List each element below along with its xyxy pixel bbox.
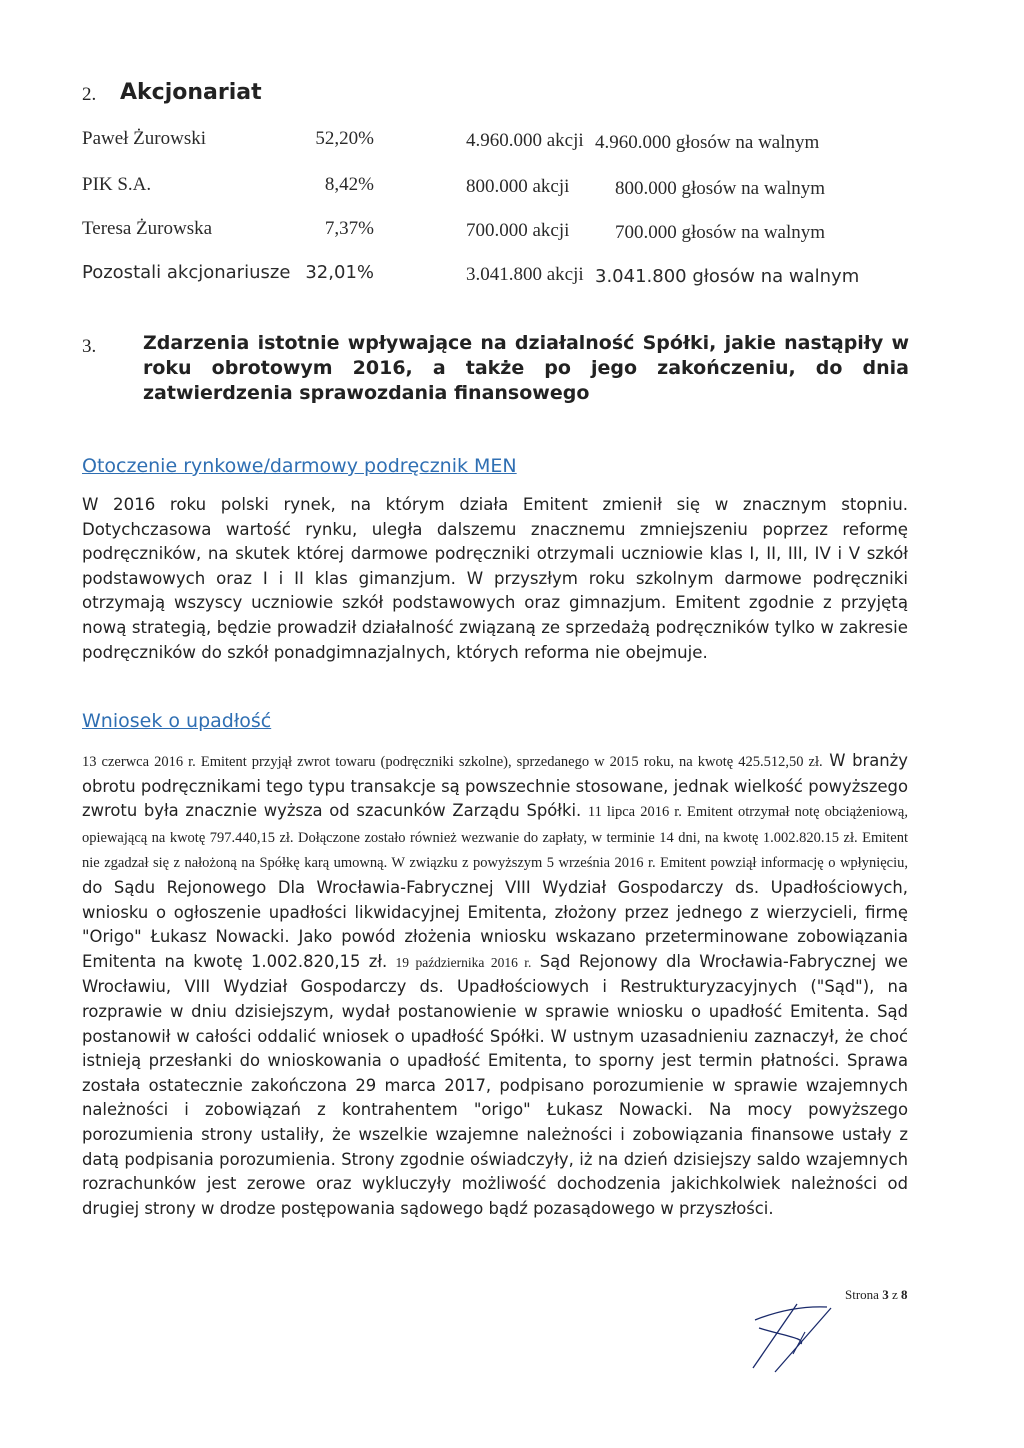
shareholder-shares: 800.000 akcji: [466, 176, 570, 197]
shareholder-name: Paweł Żurowski: [82, 128, 207, 149]
section-title: Zdarzenia istotnie wpływające na działalność Spółki, jakie nastąpiły w roku obrotowym 2016, a także po jego zakończeniu, do dnia zatwierdzenia sprawozdania finansowego: [143, 332, 909, 404]
text-run: do Sądu Rejonowego Dla Wrocławia-Fabrycznej VIII Wydział Gospodarczy ds. Upadłościowych, wniosku o ogłoszenie upadłości likwidacyjnej Emitenta, złożony przez jednego z wierzycieli, firmę "Origo" Łukasz Nowacki. Jako powód złożenia wniosku wskazano przeterminowane zobowiązania Emitenta na kwotę 1.002.820,15 zł.: [82, 877, 908, 971]
signature-icon: [735, 1292, 845, 1382]
current-page: 3: [882, 1287, 889, 1302]
page-number: [845, 1287, 907, 1303]
section-number: 2.: [82, 84, 97, 105]
shareholder-votes: 3.041.800 głosów na walnym: [595, 266, 860, 287]
shareholder-name: PIK S.A.: [82, 174, 152, 195]
shareholder-name: Teresa Żurowska: [82, 218, 213, 239]
page-sep: z: [891, 1287, 898, 1302]
text-run: W branży obrotu podręcznikami tego typu transakcje są powszechnie stosowane, jednak wielkość powyższego zwrotu była znacznie wyższa od szacunków Zarządu Spółki.: [82, 751, 908, 821]
shareholder-votes: 800.000 głosów na walnym: [615, 178, 826, 199]
shareholder-percent: 7,37%: [324, 218, 374, 239]
paragraph: [82, 749, 908, 1221]
shareholder-name: Pozostali akcjonariusze: [82, 262, 291, 283]
shareholder-shares: 4.960.000 akcji: [466, 130, 584, 151]
page-prefix: Strona: [845, 1287, 879, 1302]
text-run: 13 czerwca 2016 r. Emitent przyjął zwrot towaru (podręczniki szkolne), sprzedanego w 2015 roku, na kwotę 425.512,50 zł.: [82, 754, 823, 770]
subsection-heading: Wniosek o upadłość: [82, 710, 272, 732]
shareholder-percent: 32,01%: [305, 262, 374, 283]
shareholder-percent: 8,42%: [324, 174, 374, 195]
text-run: Sąd Rejonowy dla Wrocławia-Fabrycznej we Wrocławiu, VIII Wydział Gospodarczy ds. Upadłościowych i Restrukturyzacyjnych ("Sąd"), na rozprawie w dniu dzisiejszym, wydał postanowienie w sprawie wniosku o upadłość Emitenta. Sąd postanowił w całości oddalić wniosek o upadłość Spółki. W ustnym uzasadnieniu zaznaczył, że choć istnieją przesłanki do wnioskowania o upadłość Emitenta, to sporny jest termin płatności. Sprawa została ostatecznie zakończona 29 marca 2017, podpisano porozumienie w sprawie wzajemnych należności i zobowiązań z kontrahentem "origo" Łukasz Nowacki. Na mocy powyższego porozumienia strony ustaliły, że wszelkie wzajemne należności i zobowiązania finansowe ustały z datą podpisania porozumienia. Strony zgodnie oświadczyły, iż na dzień dzisiejszy saldo wzajemnych rozrachunków jest zerowe oraz wykluczyły możliwość dochodzenia jakichkolwiek należności od drugiej strony w drodze postępowania sądowego bądź pozasądowego w przyszłości.: [82, 951, 908, 1218]
text-run: 19 października 2016 r.: [395, 954, 532, 970]
section-number: 3.: [82, 336, 97, 357]
shareholder-shares: 3.041.800 akcji: [466, 264, 584, 285]
shareholder-votes: 700.000 głosów na walnym: [615, 222, 826, 243]
subsection-heading: Otoczenie rynkowe/darmowy podręcznik MEN: [82, 455, 517, 477]
paragraph: W 2016 roku polski rynek, na którym działa Emitent zmienił się w znacznym stopniu. Dotychczasowa wartość rynku, uległa dalszemu znacznemu zmniejszeniu poprzez reformę podręczników, na skutek której darmowe podręczniki otrzymali uczniowie klas I, II, III, IV i V szkół podstawowych oraz I i II klas gimanzjum. W przyszłym roku szkolnym darmowe podręczniki otrzymają wszyscy uczniowie szkół podstawowych oraz gimnazjum. Emitent zgodnie z przyjętą nową strategią, będzie prowadził działalność związaną ze sprzedażą podręczników tylko w zakresie podręczników do szkół ponadgimnazjalnych, których reforma nie obejmuje.: [82, 495, 908, 662]
shareholder-percent: 52,20%: [315, 128, 374, 149]
section-title: Akcjonariat: [120, 80, 262, 105]
text-run: 11 lipca 2016 r. Emitent otrzymał notę obciążeniową, opiewającą na kwotę 797.440,15 zł. Dołączone zostało również wezwanie do zapłaty, w terminie 14 dni, na kwotę 1.002.820.15 zł. Emitent nie zgadzał się z nałożoną na Spółkę karą umowną. W związku z powyższym 5 września 2016 r. Emitent powziął informację o wpłynięciu,: [82, 804, 908, 872]
shareholder-shares: 700.000 akcji: [466, 220, 570, 241]
shareholder-votes: 4.960.000 głosów na walnym: [595, 132, 820, 153]
total-pages: 8: [900, 1287, 908, 1302]
